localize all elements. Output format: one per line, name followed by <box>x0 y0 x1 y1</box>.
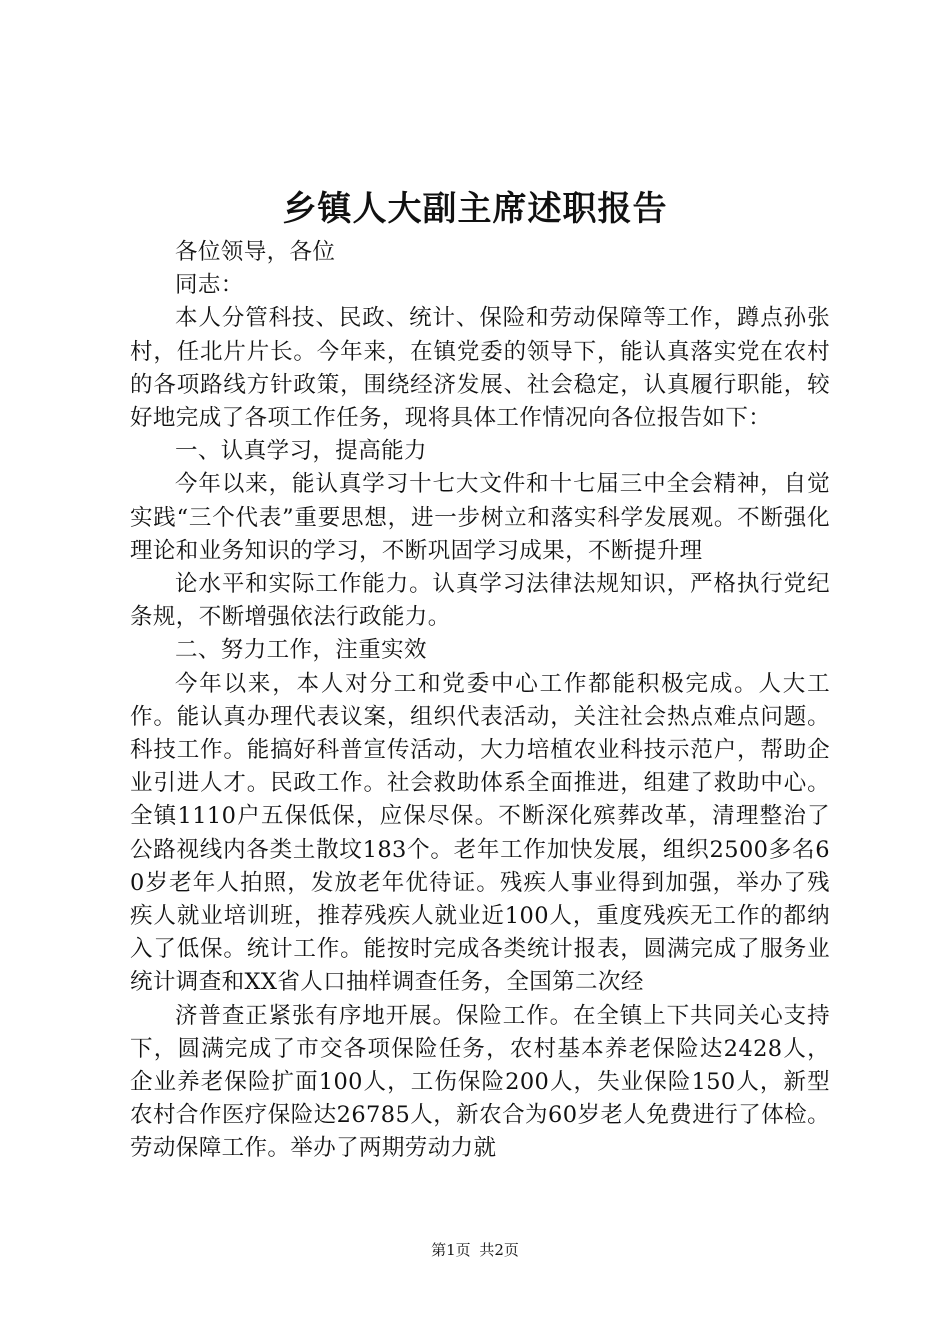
salutation-line-1: 各位领导，各位 <box>175 239 336 265</box>
body-paragraph: 今年以来，本人对分工和党委中心工作都能积极完成。人大工作。能认真办理代表议案，组织代表活动，关注社会热点难点问题。科技工作。能搞好科普宣传活动，大力培植农业科技示范户，帮助企业引进人才。民政工作。社会救助体系全面推进，组建了救助中心。全镇1110户五保低保，应保尽保。不断深化殡葬改革，清理整治了公路视线内各类土散坟183个。老年工作加快发展，组织2500多名60岁老年人拍照，发放老年优待证。残疾人事业得到加强，举办了残疾人就业培训班，推荐残疾人就业近100人，重度残疾无工作的都纳入了低保。统计工作。能按时完成各类统计报表，圆满完成了服务业统计调查和XX省人口抽样调查任务，全国第二次经 <box>130 670 830 996</box>
intro-paragraph: 本人分管科技、民政、统计、保险和劳动保障等工作，蹲点孙张村，任北片片长。今年来，在镇党委的领导下，能认真落实党在农村的各项路线方针政策，围绕经济发展、社会稳定，认真履行职能，较好地完成了各项工作任务，现将具体工作情况向各位报告如下： <box>130 305 830 432</box>
body-paragraph: 今年以来，能认真学习十七大文件和十七届三中全会精神，自觉实践“三个代表”重要思想，进一步树立和落实科学发展观。不断强化理论和业务知识的学习，不断巩固学习成果，不断提升理 <box>130 471 830 564</box>
page-number: 第1页 <box>431 1241 471 1259</box>
section-heading-2: 二、努力工作，注重实效 <box>175 637 427 664</box>
body-paragraph: 论水平和实际工作能力。认真学习法律法规知识，严格执行党纪条规，不断增强依法行政能力。 <box>130 571 830 631</box>
body-paragraph: 济普查正紧张有序地开展。保险工作。在全镇上下共同关心支持下，圆满完成了市交各项保险任务，农村基本养老保险达2428人，企业养老保险扩面100人，工伤保险200人，失业保险150人，新型农村合作医疗保险达26785人，新农合为60岁老人免费进行了体检。劳动保障工作。举办了两期劳动力就 <box>130 1002 830 1162</box>
salutation-line-2: 同志： <box>175 272 244 299</box>
page-total: 共2页 <box>479 1241 519 1259</box>
page-footer <box>0 1240 950 1260</box>
section-heading-1: 一、认真学习，提高能力 <box>175 438 427 465</box>
document-body <box>130 236 830 1166</box>
document-title: 乡镇人大副主席述职报告 <box>282 189 668 229</box>
